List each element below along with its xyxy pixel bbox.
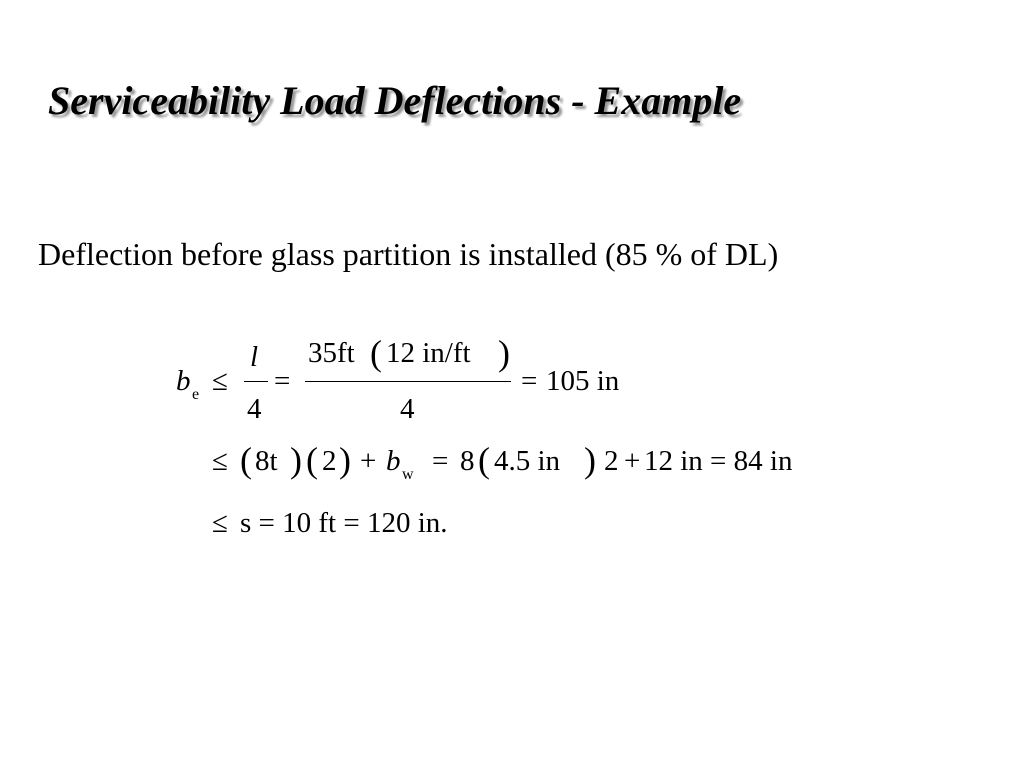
result-84-in: 12 in = 84 in (644, 445, 793, 477)
paren-open-1: ( (370, 333, 382, 373)
intro-text: Deflection before glass partition is installed (85 % of DL) (38, 236, 779, 272)
bw-subscript: w (402, 466, 414, 483)
paren-close-2: ) (290, 440, 302, 480)
bw-variable: b (386, 445, 401, 477)
paren-open-4: ( (478, 440, 490, 480)
be-subscript: e (192, 386, 200, 403)
term-2b: 2 (604, 445, 619, 477)
plus-1: + (360, 445, 377, 477)
leq-symbol-3: ≤ (212, 507, 228, 539)
plus-2: + (624, 445, 641, 477)
term-8: 8 (460, 445, 475, 477)
term-2: 2 (322, 445, 337, 477)
fraction-1-denominator: 4 (247, 393, 262, 425)
spacing-limit-text: s = 10 ft = 120 in. (240, 507, 448, 539)
equals-2: = (521, 365, 538, 397)
paren-close-1: ) (498, 333, 510, 373)
leq-symbol-2: ≤ (212, 445, 228, 477)
term-8t: 8t (255, 445, 278, 477)
paren-close-4: ) (584, 440, 596, 480)
equals-1: = (274, 365, 291, 397)
leq-symbol-1: ≤ (212, 365, 228, 397)
fraction-2-numerator-a: 35ft (308, 337, 355, 369)
paren-open-2: ( (240, 440, 252, 480)
fraction-1-bar (244, 381, 268, 382)
fraction-2-numerator-b: 12 in/ft (386, 337, 471, 369)
paren-close-3: ) (339, 440, 351, 480)
be-variable: b (176, 365, 191, 397)
term-4-5-in: 4.5 in (494, 445, 561, 477)
paren-open-3: ( (306, 440, 318, 480)
equals-3: = (432, 445, 449, 477)
fraction-1-numerator: l (250, 341, 259, 373)
fraction-2-bar (305, 381, 511, 382)
result-105-in: 105 in (546, 365, 620, 397)
fraction-2-denominator: 4 (400, 393, 415, 425)
slide-title: Serviceability Load Deflections - Example (48, 78, 742, 123)
